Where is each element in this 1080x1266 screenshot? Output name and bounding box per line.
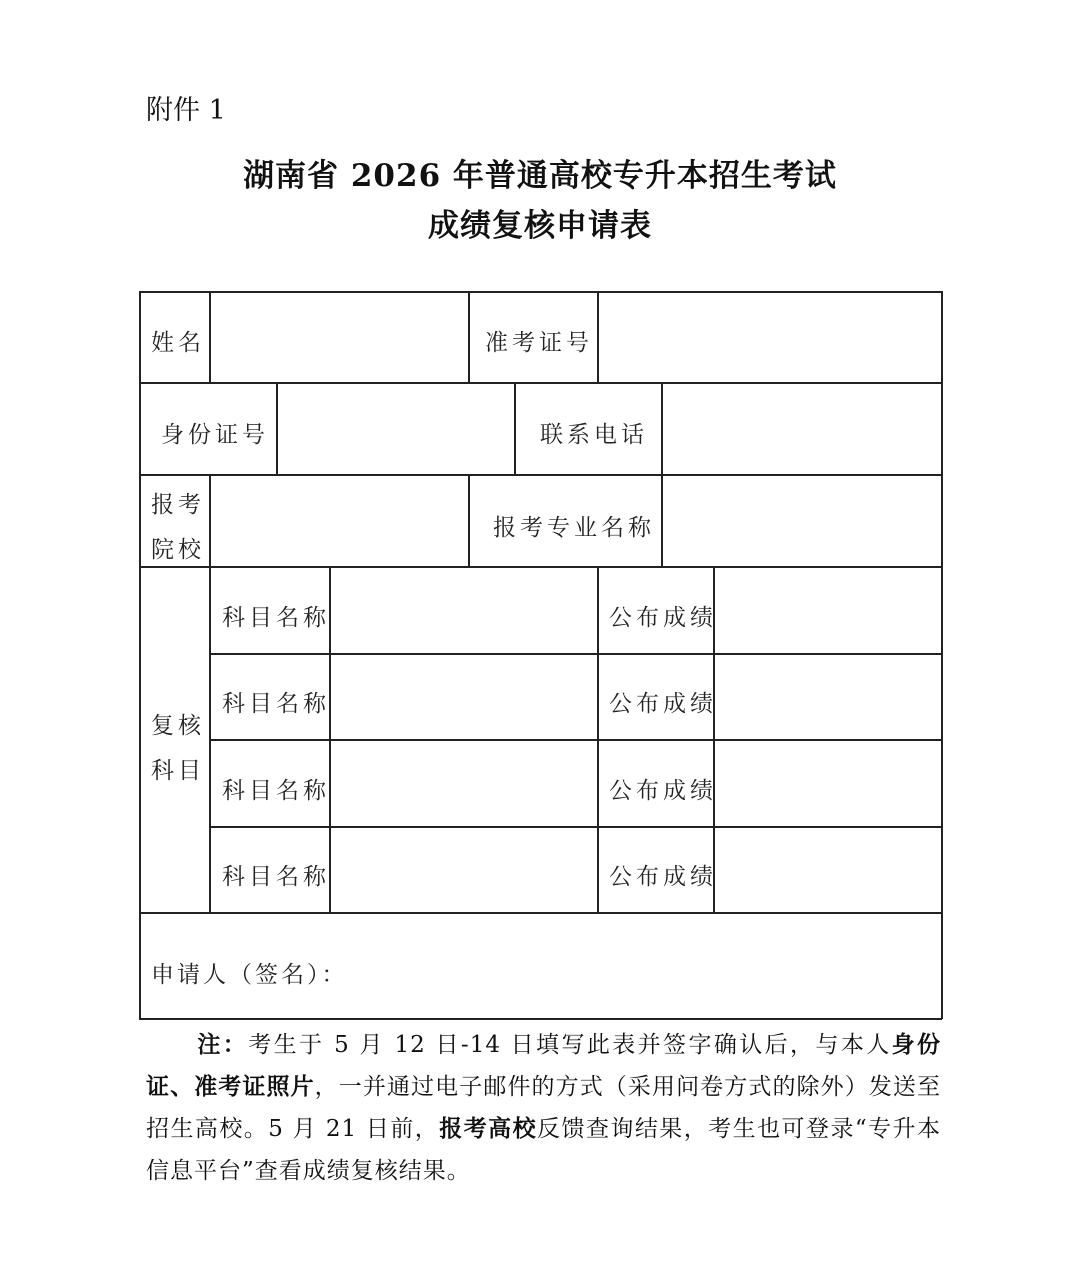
subject-name-label: 科目名称: [222, 605, 330, 631]
note-text: ，一并通过电子邮件的方式（采用问卷方式的除外）发送至招生高校。5 月 21 日前，: [146, 1074, 941, 1142]
note-bold-school: 报考高校: [439, 1115, 538, 1142]
table-border-right: [941, 291, 943, 1019]
submission-note: [146, 1024, 941, 1192]
major-label: 报考专业名称: [493, 515, 655, 541]
table-border-left: [139, 291, 141, 1019]
published-score-label: 公布成绩: [609, 605, 717, 631]
applicant-signature-field[interactable]: [389, 914, 940, 1017]
subject-name-field[interactable]: [331, 655, 596, 738]
col-divider: [209, 566, 211, 913]
note-text: 考生于 5 月 12 日-14 日填写此表并签字确认后，与本人: [248, 1032, 892, 1058]
id-number-field[interactable]: [278, 384, 513, 473]
subject-name-label: 科目名称: [222, 864, 330, 890]
subject-name-label: 科目名称: [222, 691, 330, 717]
applicant-signature-label: 申请人（签名）：: [151, 962, 348, 988]
subject-name-field[interactable]: [331, 828, 596, 911]
note-text: 反馈查询结果，考生也可登录“专升本信息平台”查看成绩复核结果。: [146, 1116, 942, 1184]
phone-label: 联系电话: [540, 422, 648, 448]
col-divider: [514, 382, 516, 475]
school-field[interactable]: [211, 476, 467, 565]
note-prefix: 注：: [196, 1031, 249, 1058]
form-title-line2: 成绩复核申请表: [428, 208, 652, 244]
published-score-field[interactable]: [715, 568, 940, 652]
subject-name-field[interactable]: [331, 741, 596, 825]
exam-number-field[interactable]: [599, 293, 940, 381]
name-field[interactable]: [211, 293, 467, 381]
published-score-label: 公布成绩: [609, 691, 717, 717]
subject-name-field[interactable]: [331, 568, 596, 652]
review-subjects-label-line2: 科目: [151, 758, 205, 784]
published-score-field[interactable]: [715, 655, 940, 738]
form-title-line1: 湖南省 2026 年普通高校专升本招生考试: [243, 158, 837, 194]
id-number-label: 身份证号: [161, 422, 269, 448]
subject-name-label: 科目名称: [222, 778, 330, 804]
note-bold-documents: 身份证、准考证照片: [146, 1031, 942, 1100]
exam-number-label: 准考证号: [485, 330, 593, 356]
phone-field[interactable]: [663, 384, 940, 473]
score-review-form-table: [139, 291, 942, 1019]
published-score-field[interactable]: [715, 741, 940, 825]
published-score-field[interactable]: [715, 828, 940, 911]
name-label: 姓名: [151, 330, 205, 356]
major-field[interactable]: [663, 476, 940, 565]
school-label-line2: 院校: [151, 537, 205, 563]
published-score-label: 公布成绩: [609, 778, 717, 804]
col-divider: [468, 474, 470, 567]
col-divider: [468, 291, 470, 383]
col-divider: [597, 566, 599, 913]
table-border-bottom: [139, 1018, 942, 1020]
review-subjects-label-line1: 复核: [151, 713, 205, 739]
attachment-label: 附件 1: [146, 95, 226, 126]
school-label-line1: 报考: [151, 492, 205, 518]
published-score-label: 公布成绩: [609, 864, 717, 890]
